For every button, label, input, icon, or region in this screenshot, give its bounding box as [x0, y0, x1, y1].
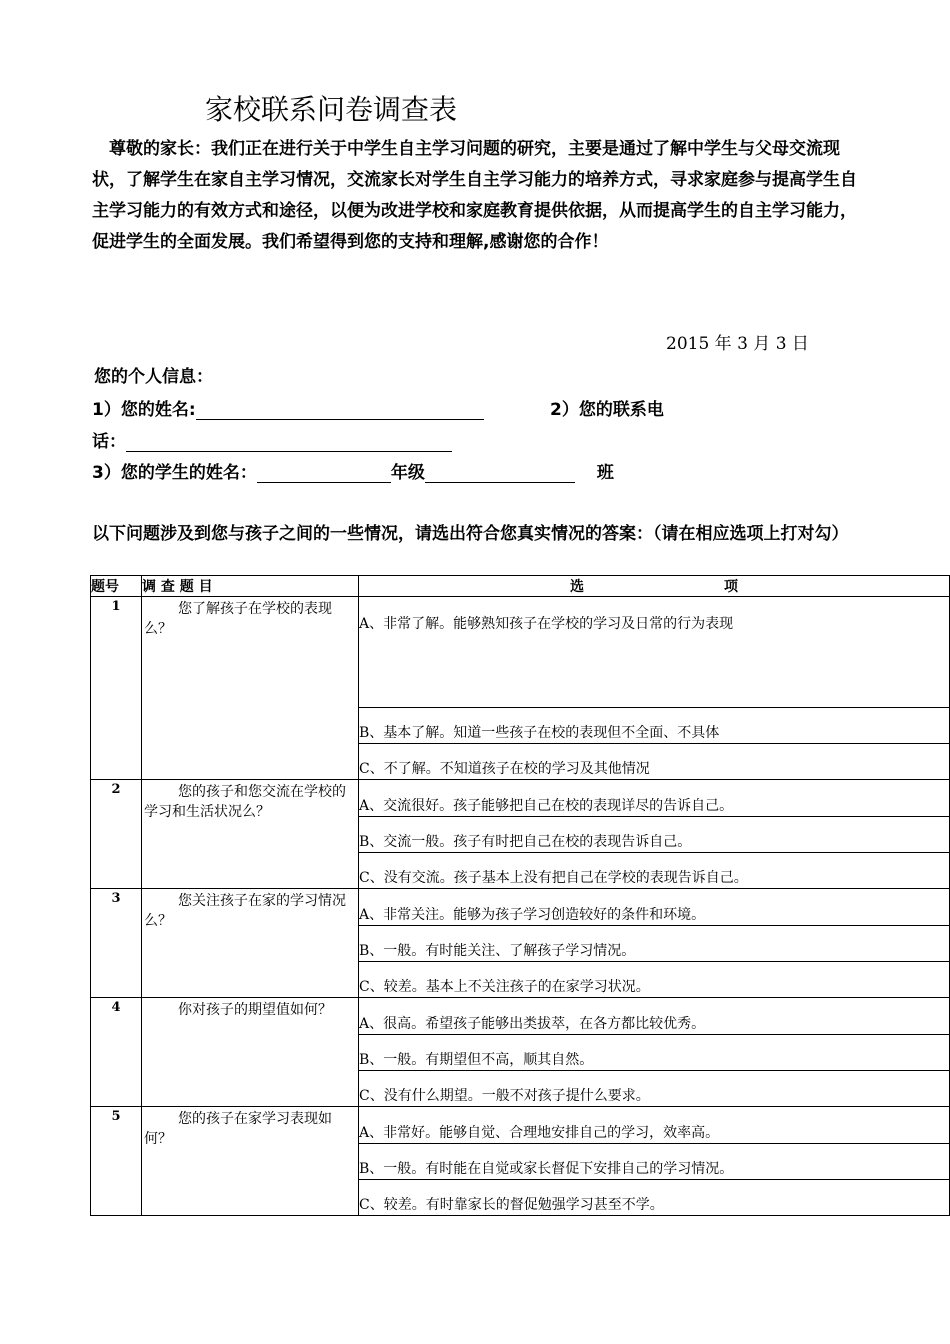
grade-blank[interactable]	[425, 464, 575, 483]
personal-info-heading: 您的个人信息：	[94, 367, 213, 387]
student-row	[92, 458, 614, 483]
option-a[interactable]: A、非常了解。能够熟知孩子在学校的学习及日常的行为表现	[359, 616, 734, 632]
options-cell	[359, 780, 950, 889]
option-c[interactable]: C、较差。有时靠家长的督促勉强学习甚至不学。	[359, 1179, 949, 1215]
parent-name-label: 1）您的姓名:	[92, 400, 196, 420]
parent-name-row	[92, 395, 484, 420]
option-a[interactable]: A、非常关注。能够为孩子学习创造较好的条件和环境。	[359, 907, 706, 923]
question-num: 5	[91, 1107, 142, 1216]
phone-label: 2）您的联系电	[550, 400, 664, 420]
student-name-label: 3）您的学生的姓名：	[92, 463, 257, 483]
question-text: 您关注孩子在家的学习情况么？	[142, 889, 359, 998]
options-cell	[359, 597, 950, 780]
header-options-a: 选	[570, 579, 584, 595]
question-num: 3	[91, 889, 142, 998]
option-b[interactable]: B、一般。有期望但不高，顺其自然。	[359, 1034, 949, 1070]
options-cell	[359, 998, 950, 1107]
question-text: 您的孩子在家学习表现如何？	[142, 1107, 359, 1216]
question-text: 您的孩子和您交流在学校的学习和生活状况么？	[142, 780, 359, 889]
intro-paragraph	[92, 134, 862, 258]
question-num: 4	[91, 998, 142, 1107]
option-c[interactable]: C、没有什么期望。一般不对孩子提什么要求。	[359, 1070, 949, 1106]
option-b[interactable]: B、交流一般。孩子有时把自己在校的表现告诉自己。	[359, 816, 949, 852]
instruction	[92, 488, 862, 550]
table-row	[91, 780, 950, 889]
header-num: 题号	[91, 576, 142, 597]
page-title: 家校联系问卷调查表	[205, 93, 458, 126]
table-row	[91, 597, 950, 780]
option-c[interactable]: C、较差。基本上不关注孩子的在家学习状况。	[359, 961, 949, 997]
options-cell	[359, 889, 950, 998]
phone-blank[interactable]	[126, 433, 452, 452]
phone-label-cont: 话：	[92, 432, 126, 452]
question-num: 1	[91, 597, 142, 780]
question-text: 你对孩子的期望值如何？	[142, 998, 359, 1107]
option-b[interactable]: B、基本了解。知道一些孩子在校的表现但不全面、不具体	[359, 707, 949, 743]
option-a[interactable]: A、非常好。能够自觉、合理地安排自己的学习，效率高。	[359, 1125, 720, 1141]
header-options	[359, 576, 950, 597]
student-name-blank[interactable]	[257, 464, 391, 483]
option-a[interactable]: A、交流很好。孩子能够把自己在校的表现详尽的告诉自己。	[359, 798, 734, 814]
question-text: 您了解孩子在学校的表现么？	[142, 597, 359, 780]
intro-text: 尊敬的家长：我们正在进行关于中学生自主学习问题的研究，主要是通过了解中学生与父母交流现状，了解学生在家自主学习情况，交流家长对学生自主学习能力的培养方式，寻求家庭参与提高学生自主学习能力的有效方式和途径，以便为改进学校和家庭教育提供依据，从而提高学生的自主学习能力，促进学生的全面发展。我们希望得到您的支持和理解,感谢您的合作！	[92, 139, 857, 252]
parent-name-blank[interactable]	[196, 401, 484, 420]
option-b[interactable]: B、一般。有时能在自觉或家长督促下安排自己的学习情况。	[359, 1143, 949, 1179]
option-a[interactable]: A、很高。希望孩子能够出类拔萃，在各方都比较优秀。	[359, 1016, 706, 1032]
table-row	[91, 889, 950, 998]
options-cell	[359, 1107, 950, 1216]
survey-date: 2015 年 3 月 3 日	[666, 334, 809, 354]
header-options-b: 项	[724, 579, 738, 595]
table-row	[91, 1107, 950, 1216]
question-num: 2	[91, 780, 142, 889]
phone-row	[92, 427, 452, 452]
table-header-row	[91, 576, 950, 597]
option-b[interactable]: B、一般。有时能关注、了解孩子学习情况。	[359, 925, 949, 961]
option-c[interactable]: C、不了解。不知道孩子在校的学习及其他情况	[359, 743, 949, 779]
header-question: 调 查 题 目	[142, 576, 359, 597]
grade-label: 年级	[390, 463, 425, 483]
class-label: 班	[596, 463, 614, 483]
survey-table	[90, 575, 950, 1216]
option-c[interactable]: C、没有交流。孩子基本上没有把自己在学校的表现告诉自己。	[359, 852, 949, 888]
instruction-text: 以下问题涉及到您与孩子之间的一些情况，请选出符合您真实情况的答案：（请在相应选项上打对勾）	[92, 524, 849, 544]
table-row	[91, 998, 950, 1107]
